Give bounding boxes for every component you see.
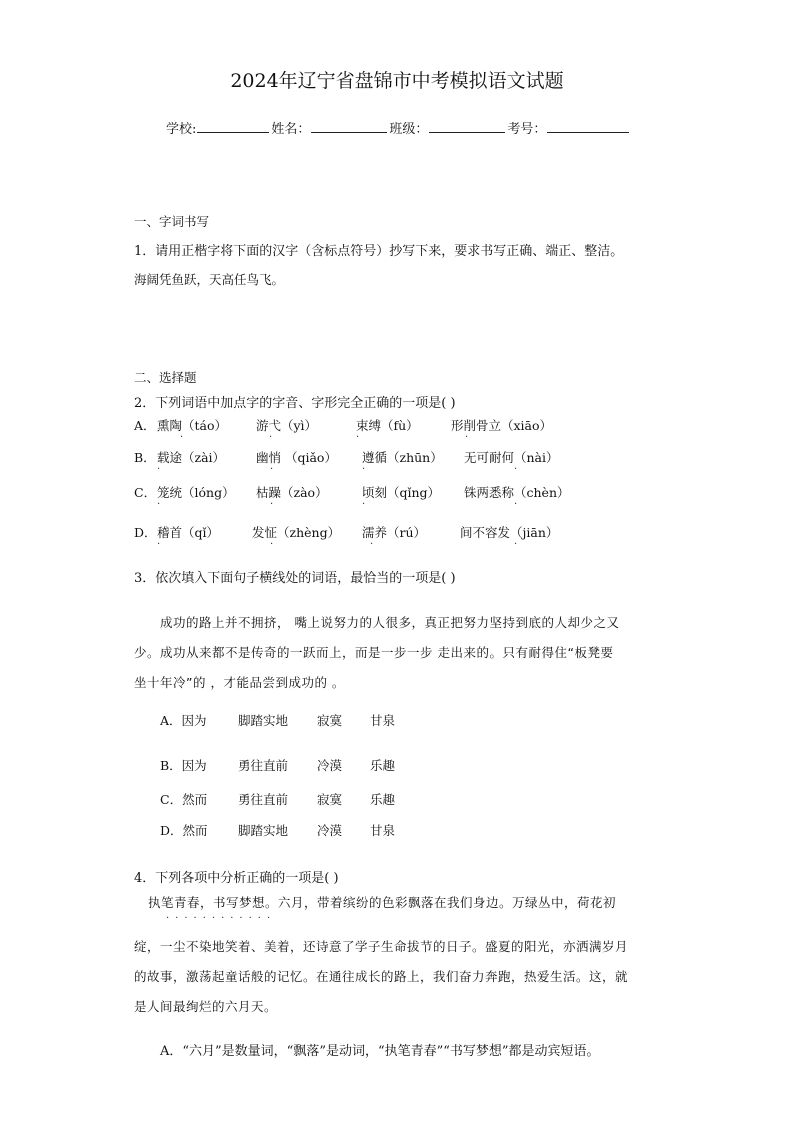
number-blank[interactable] [547, 118, 629, 133]
emphasis-dot: · [180, 432, 184, 443]
option-item: 冷漠 [317, 758, 343, 773]
emphasis-dot: · [157, 499, 161, 510]
q4-prompt: 4．下列各项中分析正确的一项是( ) [134, 871, 339, 886]
name-label: 姓名： [271, 122, 311, 137]
q1-text: 海阔凭鱼跃，天高任鸟飞。 [134, 272, 285, 287]
class-blank[interactable] [429, 118, 505, 133]
q3-passage-line: 少。成功从来都不是传奇的一跃而上，而是一步一步 走出来的。只有耐得住“板凳要 [134, 645, 614, 660]
option-item: 寂寞 [317, 792, 343, 807]
school-blank[interactable] [197, 118, 269, 133]
page-title: 2024年辽宁省盘锦市中考模拟语文试题 [230, 70, 564, 92]
option-item: 稽首（qǐ） [157, 525, 219, 540]
emphasis-dot: · [269, 432, 273, 443]
option-item: 枯躁（zào） [256, 485, 328, 500]
emphasis-dot: · [157, 464, 161, 475]
option-item: 寂寞 [317, 713, 343, 728]
emphasis-dot: · [514, 539, 518, 550]
option-label: D．然而 [160, 823, 208, 838]
option-item: 乐趣 [370, 792, 396, 807]
option-item: 游弋（yì） [256, 418, 318, 433]
emphasis-dot: · [465, 432, 469, 443]
option-label: B． [134, 450, 156, 465]
emphasis-dot: · [362, 499, 366, 510]
option-item: 无可耐何（nài） [464, 450, 559, 465]
q1-prompt: 1．请用正楷字将下面的汉字（含标点符号）抄写下来，要求书写正确、端正、整洁。 [134, 244, 624, 259]
q3-passage-line: 成功的路上并不拥挤， 嘴上说努力的人很多，真正把努力坚持到底的人却少之又 [160, 615, 620, 630]
q4-passage-line: 绽，一尘不染地笑着、美着，还诗意了学子生命拔节的日子。盛夏的阳光，亦洒满岁月 [134, 939, 629, 954]
emphasis-dot: · [362, 464, 366, 475]
option-item: 甘泉 [370, 823, 396, 838]
option-item: 脚踏实地 [238, 713, 289, 728]
option-item: 甘泉 [370, 713, 396, 728]
option-item: 勇往直前 [238, 758, 289, 773]
section-2-heading: 二、选择题 [134, 370, 197, 385]
option-item: 遵循（zhūn） [362, 450, 443, 465]
section-1-heading: 一、字词书写 [134, 214, 210, 229]
option-item: 勇往直前 [238, 792, 289, 807]
q2-prompt: 2．下列词语中加点字的字音、字形完全正确的一项是( ) [134, 396, 456, 411]
q4-passage-line: 的故事，激荡起童话般的记忆。在通往成长的路上，我们奋力奔跑，热爱生活。这，就 [134, 969, 629, 984]
number-label: 考号： [507, 122, 547, 137]
q4-option-a[interactable]: A．“六月”是数量词，“飘落”是动词，“执笔青春”“书写梦想”都是动宾短语。 [160, 1044, 600, 1059]
option-item: 顷刻（qǐng） [362, 485, 441, 500]
q3-prompt: 3．依次填入下面句子横线处的词语，最恰当的一项是( ) [134, 571, 456, 586]
option-item: 间不容发（jiān） [460, 525, 559, 540]
emphasis-dots-row: ············ [166, 913, 277, 924]
option-label: C． [134, 485, 157, 500]
option-item: 脚踏实地 [238, 823, 289, 838]
emphasis-dot: · [157, 539, 161, 550]
emphasis-dot: · [370, 539, 374, 550]
option-label: B．因为 [160, 758, 207, 773]
name-blank[interactable] [311, 118, 387, 133]
option-item: 束缚（fù） [356, 418, 419, 433]
emphasis-dot: · [514, 499, 518, 510]
emphasis-dot: · [270, 464, 274, 475]
option-item: 发怔（zhèng） [252, 525, 341, 540]
q4-passage-line: 是人间最绚烂的六月天。 [134, 999, 278, 1014]
q3-passage-line: 坐十年冷”的 ，才能品尝到成功的 。 [134, 675, 345, 690]
option-label: A．因为 [160, 713, 207, 728]
option-item: 幽悄 （qiǎo） [256, 450, 337, 465]
emphasis-dot: · [270, 499, 274, 510]
option-item: 熏陶（táo） [157, 418, 228, 433]
emphasis-dot: · [270, 539, 274, 550]
option-label: D． [134, 525, 157, 540]
emphasis-dot: · [356, 432, 360, 443]
class-label: 班级： [389, 122, 429, 137]
option-item: 冷漠 [317, 823, 343, 838]
option-label: C．然而 [160, 792, 208, 807]
school-label: 学校: [166, 122, 197, 137]
q4-passage-line: 执笔青春，书写梦想。六月，带着缤纷的色彩飘落在我们身边。万绿丛中，荷花初 [148, 895, 617, 910]
option-item: 铢两悉称（chèn） [464, 485, 570, 500]
emphasis-dot: · [514, 464, 518, 475]
option-item: 濡养（rú） [362, 525, 427, 540]
option-item: 笼统（lóng） [157, 485, 235, 500]
option-item: 形削骨立（xiāo） [451, 418, 553, 433]
option-label: A． [134, 418, 156, 433]
option-item: 乐趣 [370, 758, 396, 773]
student-info-line [166, 118, 631, 137]
option-item: 载途（zài） [157, 450, 226, 465]
